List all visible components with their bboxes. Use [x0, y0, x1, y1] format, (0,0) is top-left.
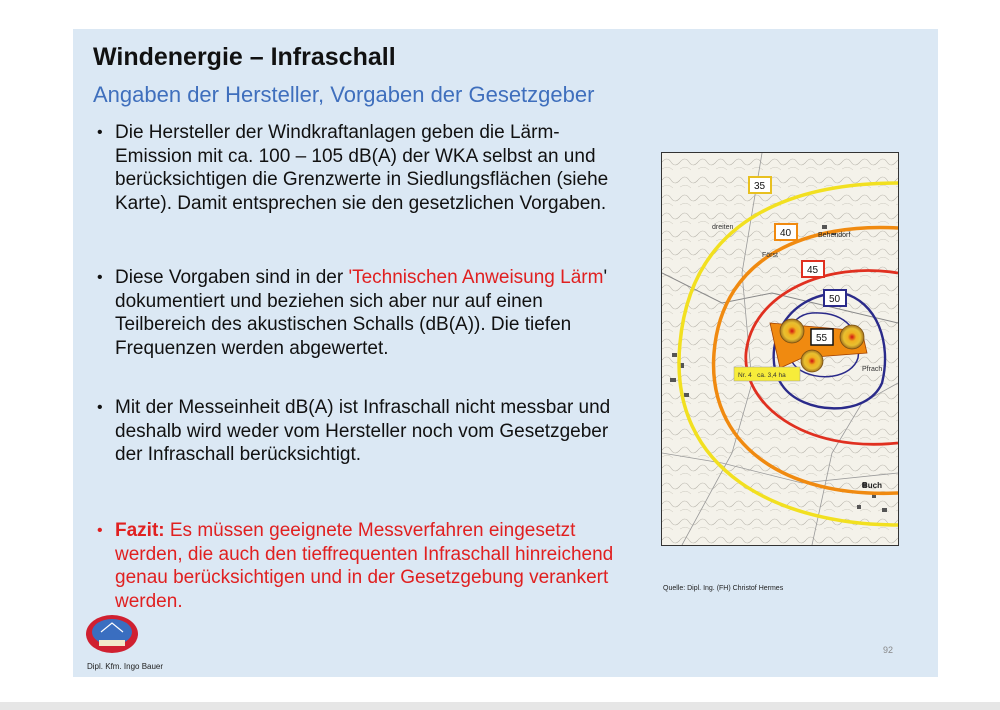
bullet-text: Die Hersteller der Windkraftanlagen geben die Lärm-Emission mit ca. 100 – 105 dB(A) der WKA selbst an und berücksichtigen die Grenzwerte in Siedlungsflächen (siehe Karte). Damit entsprechen sie den gesetzlichen Vorgaben. — [115, 122, 609, 214]
bullet-text-before: Diese Vorgaben sind in der — [115, 267, 349, 288]
bullet-text-after: ' dokumentiert und beziehen sich aber nur auf einen Teilbereich des akustischen Schalls (dB(A)). Die tiefen Frequenzen werden abgewertet. — [115, 267, 608, 359]
contour-label-55: 55 — [816, 333, 828, 344]
place-label: dreiten — [712, 224, 734, 231]
contour-label-35: 35 — [754, 181, 766, 192]
turbine-marker — [840, 325, 864, 349]
bottom-divider — [0, 702, 1000, 710]
fazit-text: Es müssen geeignete Messverfahren eingesetzt werden, die auch den tieffrequenten Infraschall hinreichend genau berücksichtigen und in der Gesetzgebung verankert werden. — [115, 520, 614, 612]
parcel-label: Nr. 4 ca. 3,4 ha — [738, 372, 786, 379]
contour-label-45: 45 — [807, 265, 819, 276]
slide — [73, 29, 938, 677]
image-source-caption: Quelle: Dipl. Ing. (FH) Christof Hermes — [663, 585, 784, 592]
contour-label-50: 50 — [829, 294, 841, 305]
bullet-icon: • — [97, 269, 103, 286]
place-label: Först — [762, 252, 778, 259]
bullet-icon: • — [97, 399, 103, 416]
contour-label-40: 40 — [780, 228, 792, 239]
bullet-icon: • — [97, 124, 103, 141]
noise-contour-map — [661, 152, 899, 546]
author-footer: Dipl. Kfm. Ingo Bauer — [87, 662, 164, 671]
fazit-label: Fazit: — [115, 520, 165, 541]
organization-logo — [85, 614, 139, 654]
turbine-marker — [801, 350, 823, 372]
bullet-item-2 — [93, 266, 633, 360]
bullet-icon: • — [97, 522, 103, 539]
place-label: Buch — [862, 481, 882, 490]
turbine-marker — [780, 319, 804, 343]
place-label: Behendorf — [818, 232, 851, 239]
place-label: Pfrach — [862, 366, 883, 373]
bullet-text: Mit der Messeinheit dB(A) ist Infraschall nicht messbar und deshalb wird weder vom Hersteller noch vom Gesetzgeber der Infraschall berücksichtigt. — [115, 397, 611, 465]
slide-title: Windenergie – Infraschall — [93, 43, 396, 71]
bullet-item-3 — [93, 396, 633, 467]
slide-subtitle: Angaben der Hersteller, Vorgaben der Gesetzgeber — [93, 82, 595, 107]
page-number: 92 — [883, 645, 894, 655]
bullet-highlight-link: 'Technischen Anweisung Lärm — [348, 267, 604, 288]
bullet-item-fazit — [93, 519, 633, 613]
map-graphic — [662, 153, 898, 545]
bullet-item-1 — [93, 121, 633, 215]
